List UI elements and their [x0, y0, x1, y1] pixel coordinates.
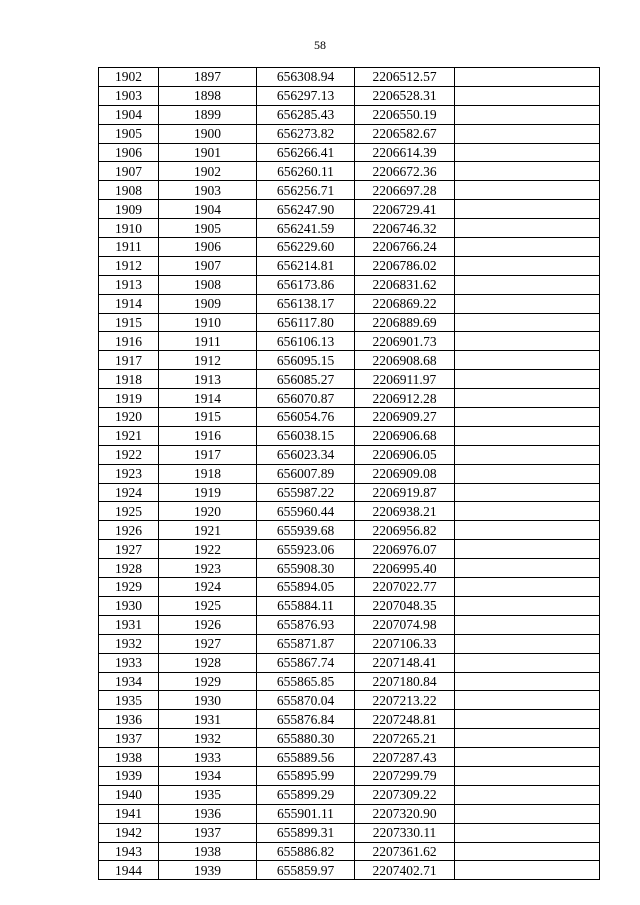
point-number-cell: 1908 — [99, 181, 159, 200]
x-coordinate-cell: 656297.13 — [257, 86, 355, 105]
y-coordinate-cell: 2206528.31 — [355, 86, 455, 105]
x-coordinate-cell: 656229.60 — [257, 238, 355, 257]
note-cell — [455, 332, 600, 351]
previous-number-cell: 1930 — [159, 691, 257, 710]
table-row — [99, 823, 600, 842]
previous-number-cell: 1932 — [159, 729, 257, 748]
point-number-cell: 1902 — [99, 68, 159, 87]
point-number-cell: 1903 — [99, 86, 159, 105]
table-row — [99, 502, 600, 521]
previous-number-cell: 1907 — [159, 256, 257, 275]
table-row — [99, 842, 600, 861]
previous-number-cell: 1939 — [159, 861, 257, 880]
y-coordinate-cell: 2206746.32 — [355, 219, 455, 238]
point-number-cell: 1931 — [99, 615, 159, 634]
y-coordinate-cell: 2206938.21 — [355, 502, 455, 521]
previous-number-cell: 1931 — [159, 710, 257, 729]
y-coordinate-cell: 2206766.24 — [355, 238, 455, 257]
previous-number-cell: 1900 — [159, 124, 257, 143]
y-coordinate-cell: 2207299.79 — [355, 766, 455, 785]
previous-number-cell: 1935 — [159, 785, 257, 804]
point-number-cell: 1906 — [99, 143, 159, 162]
previous-number-cell: 1920 — [159, 502, 257, 521]
point-number-cell: 1943 — [99, 842, 159, 861]
note-cell — [455, 200, 600, 219]
previous-number-cell: 1919 — [159, 483, 257, 502]
note-cell — [455, 143, 600, 162]
y-coordinate-cell: 2206831.62 — [355, 275, 455, 294]
x-coordinate-cell: 655894.05 — [257, 578, 355, 597]
x-coordinate-cell: 656138.17 — [257, 294, 355, 313]
y-coordinate-cell: 2206672.36 — [355, 162, 455, 181]
table-row — [99, 710, 600, 729]
x-coordinate-cell: 655880.30 — [257, 729, 355, 748]
previous-number-cell: 1938 — [159, 842, 257, 861]
note-cell — [455, 540, 600, 559]
point-number-cell: 1932 — [99, 634, 159, 653]
y-coordinate-cell: 2206729.41 — [355, 200, 455, 219]
y-coordinate-cell: 2206614.39 — [355, 143, 455, 162]
x-coordinate-cell: 655870.04 — [257, 691, 355, 710]
note-cell — [455, 275, 600, 294]
table-row — [99, 748, 600, 767]
y-coordinate-cell: 2207361.62 — [355, 842, 455, 861]
x-coordinate-cell: 655886.82 — [257, 842, 355, 861]
note-cell — [455, 162, 600, 181]
x-coordinate-cell: 655889.56 — [257, 748, 355, 767]
table-row — [99, 105, 600, 124]
previous-number-cell: 1905 — [159, 219, 257, 238]
point-number-cell: 1937 — [99, 729, 159, 748]
table-row — [99, 219, 600, 238]
previous-number-cell: 1934 — [159, 766, 257, 785]
table-row — [99, 275, 600, 294]
x-coordinate-cell: 656285.43 — [257, 105, 355, 124]
y-coordinate-cell: 2207265.21 — [355, 729, 455, 748]
previous-number-cell: 1915 — [159, 408, 257, 427]
table-row — [99, 653, 600, 672]
x-coordinate-cell: 656023.34 — [257, 445, 355, 464]
table-row — [99, 861, 600, 880]
note-cell — [455, 766, 600, 785]
x-coordinate-cell: 655876.93 — [257, 615, 355, 634]
x-coordinate-cell: 656054.76 — [257, 408, 355, 427]
table-row — [99, 238, 600, 257]
note-cell — [455, 842, 600, 861]
x-coordinate-cell: 656117.80 — [257, 313, 355, 332]
x-coordinate-cell: 655895.99 — [257, 766, 355, 785]
x-coordinate-cell: 655908.30 — [257, 559, 355, 578]
table-row — [99, 464, 600, 483]
table-row — [99, 426, 600, 445]
point-number-cell: 1940 — [99, 785, 159, 804]
table-row — [99, 351, 600, 370]
x-coordinate-cell: 656173.86 — [257, 275, 355, 294]
previous-number-cell: 1908 — [159, 275, 257, 294]
point-number-cell: 1923 — [99, 464, 159, 483]
x-coordinate-cell: 656308.94 — [257, 68, 355, 87]
previous-number-cell: 1913 — [159, 370, 257, 389]
previous-number-cell: 1912 — [159, 351, 257, 370]
page-number: 58 — [314, 38, 326, 52]
table-row — [99, 68, 600, 87]
note-cell — [455, 124, 600, 143]
y-coordinate-cell: 2206956.82 — [355, 521, 455, 540]
y-coordinate-cell: 2206512.57 — [355, 68, 455, 87]
note-cell — [455, 370, 600, 389]
table-row — [99, 785, 600, 804]
point-number-cell: 1916 — [99, 332, 159, 351]
table-row — [99, 578, 600, 597]
point-number-cell: 1905 — [99, 124, 159, 143]
note-cell — [455, 823, 600, 842]
y-coordinate-cell: 2206908.68 — [355, 351, 455, 370]
previous-number-cell: 1911 — [159, 332, 257, 351]
table-row — [99, 370, 600, 389]
note-cell — [455, 219, 600, 238]
note-cell — [455, 389, 600, 408]
table-row — [99, 143, 600, 162]
point-number-cell: 1915 — [99, 313, 159, 332]
y-coordinate-cell: 2206889.69 — [355, 313, 455, 332]
x-coordinate-cell: 656256.71 — [257, 181, 355, 200]
note-cell — [455, 710, 600, 729]
x-coordinate-cell: 655901.11 — [257, 804, 355, 823]
point-number-cell: 1936 — [99, 710, 159, 729]
table-row — [99, 200, 600, 219]
previous-number-cell: 1928 — [159, 653, 257, 672]
note-cell — [455, 408, 600, 427]
y-coordinate-cell: 2206697.28 — [355, 181, 455, 200]
x-coordinate-cell: 656241.59 — [257, 219, 355, 238]
table-row — [99, 559, 600, 578]
x-coordinate-cell: 655871.87 — [257, 634, 355, 653]
note-cell — [455, 464, 600, 483]
note-cell — [455, 105, 600, 124]
y-coordinate-cell: 2206906.68 — [355, 426, 455, 445]
x-coordinate-cell: 656007.89 — [257, 464, 355, 483]
previous-number-cell: 1926 — [159, 615, 257, 634]
point-number-cell: 1934 — [99, 672, 159, 691]
point-number-cell: 1918 — [99, 370, 159, 389]
x-coordinate-cell: 656095.15 — [257, 351, 355, 370]
y-coordinate-cell: 2206550.19 — [355, 105, 455, 124]
x-coordinate-cell: 656247.90 — [257, 200, 355, 219]
note-cell — [455, 634, 600, 653]
note-cell — [455, 313, 600, 332]
table-row — [99, 445, 600, 464]
previous-number-cell: 1902 — [159, 162, 257, 181]
point-number-cell: 1929 — [99, 578, 159, 597]
x-coordinate-cell: 655865.85 — [257, 672, 355, 691]
note-cell — [455, 729, 600, 748]
y-coordinate-cell: 2207213.22 — [355, 691, 455, 710]
table-row — [99, 615, 600, 634]
note-cell — [455, 483, 600, 502]
point-number-cell: 1912 — [99, 256, 159, 275]
y-coordinate-cell: 2206912.28 — [355, 389, 455, 408]
table-row — [99, 256, 600, 275]
table-row — [99, 181, 600, 200]
y-coordinate-cell: 2206582.67 — [355, 124, 455, 143]
x-coordinate-cell: 655923.06 — [257, 540, 355, 559]
y-coordinate-cell: 2207180.84 — [355, 672, 455, 691]
point-number-cell: 1942 — [99, 823, 159, 842]
table-row — [99, 804, 600, 823]
table-row — [99, 634, 600, 653]
point-number-cell: 1935 — [99, 691, 159, 710]
y-coordinate-cell: 2206909.27 — [355, 408, 455, 427]
previous-number-cell: 1923 — [159, 559, 257, 578]
point-number-cell: 1919 — [99, 389, 159, 408]
point-number-cell: 1910 — [99, 219, 159, 238]
table-row — [99, 766, 600, 785]
note-cell — [455, 351, 600, 370]
table-row — [99, 86, 600, 105]
x-coordinate-cell: 656273.82 — [257, 124, 355, 143]
previous-number-cell: 1901 — [159, 143, 257, 162]
note-cell — [455, 68, 600, 87]
point-number-cell: 1930 — [99, 596, 159, 615]
note-cell — [455, 445, 600, 464]
x-coordinate-cell: 655859.97 — [257, 861, 355, 880]
table-row — [99, 408, 600, 427]
x-coordinate-cell: 655867.74 — [257, 653, 355, 672]
y-coordinate-cell: 2207148.41 — [355, 653, 455, 672]
note-cell — [455, 861, 600, 880]
note-cell — [455, 238, 600, 257]
y-coordinate-cell: 2207248.81 — [355, 710, 455, 729]
table-row — [99, 389, 600, 408]
note-cell — [455, 559, 600, 578]
x-coordinate-cell: 656106.13 — [257, 332, 355, 351]
note-cell — [455, 596, 600, 615]
x-coordinate-cell: 655987.22 — [257, 483, 355, 502]
point-number-cell: 1941 — [99, 804, 159, 823]
previous-number-cell: 1899 — [159, 105, 257, 124]
x-coordinate-cell: 656266.41 — [257, 143, 355, 162]
x-coordinate-cell: 656214.81 — [257, 256, 355, 275]
previous-number-cell: 1925 — [159, 596, 257, 615]
table-row — [99, 162, 600, 181]
y-coordinate-cell: 2207106.33 — [355, 634, 455, 653]
y-coordinate-cell: 2206919.87 — [355, 483, 455, 502]
previous-number-cell: 1910 — [159, 313, 257, 332]
table-row — [99, 294, 600, 313]
y-coordinate-cell: 2206869.22 — [355, 294, 455, 313]
table-row — [99, 483, 600, 502]
note-cell — [455, 181, 600, 200]
x-coordinate-cell: 655876.84 — [257, 710, 355, 729]
note-cell — [455, 615, 600, 634]
table-row — [99, 691, 600, 710]
previous-number-cell: 1916 — [159, 426, 257, 445]
y-coordinate-cell: 2206976.07 — [355, 540, 455, 559]
note-cell — [455, 86, 600, 105]
x-coordinate-cell: 655884.11 — [257, 596, 355, 615]
x-coordinate-cell: 655899.29 — [257, 785, 355, 804]
note-cell — [455, 578, 600, 597]
previous-number-cell: 1922 — [159, 540, 257, 559]
y-coordinate-cell: 2207309.22 — [355, 785, 455, 804]
table-row — [99, 332, 600, 351]
previous-number-cell: 1897 — [159, 68, 257, 87]
note-cell — [455, 426, 600, 445]
x-coordinate-cell: 655899.31 — [257, 823, 355, 842]
point-number-cell: 1914 — [99, 294, 159, 313]
x-coordinate-cell: 656260.11 — [257, 162, 355, 181]
y-coordinate-cell: 2207287.43 — [355, 748, 455, 767]
point-number-cell: 1924 — [99, 483, 159, 502]
previous-number-cell: 1917 — [159, 445, 257, 464]
point-number-cell: 1920 — [99, 408, 159, 427]
table-row — [99, 672, 600, 691]
table-row — [99, 729, 600, 748]
point-number-cell: 1933 — [99, 653, 159, 672]
note-cell — [455, 804, 600, 823]
note-cell — [455, 294, 600, 313]
previous-number-cell: 1904 — [159, 200, 257, 219]
x-coordinate-cell: 656038.15 — [257, 426, 355, 445]
note-cell — [455, 521, 600, 540]
table-row — [99, 596, 600, 615]
point-number-cell: 1938 — [99, 748, 159, 767]
x-coordinate-cell: 655960.44 — [257, 502, 355, 521]
note-cell — [455, 502, 600, 521]
y-coordinate-cell: 2207022.77 — [355, 578, 455, 597]
point-number-cell: 1922 — [99, 445, 159, 464]
note-cell — [455, 785, 600, 804]
previous-number-cell: 1937 — [159, 823, 257, 842]
point-number-cell: 1904 — [99, 105, 159, 124]
y-coordinate-cell: 2207074.98 — [355, 615, 455, 634]
y-coordinate-cell: 2206995.40 — [355, 559, 455, 578]
y-coordinate-cell: 2207320.90 — [355, 804, 455, 823]
previous-number-cell: 1918 — [159, 464, 257, 483]
point-number-cell: 1909 — [99, 200, 159, 219]
y-coordinate-cell: 2207048.35 — [355, 596, 455, 615]
note-cell — [455, 748, 600, 767]
note-cell — [455, 256, 600, 275]
table-row — [99, 521, 600, 540]
y-coordinate-cell: 2206906.05 — [355, 445, 455, 464]
previous-number-cell: 1927 — [159, 634, 257, 653]
y-coordinate-cell: 2206901.73 — [355, 332, 455, 351]
previous-number-cell: 1914 — [159, 389, 257, 408]
x-coordinate-cell: 656085.27 — [257, 370, 355, 389]
y-coordinate-cell: 2207402.71 — [355, 861, 455, 880]
x-coordinate-cell: 655939.68 — [257, 521, 355, 540]
table-row — [99, 313, 600, 332]
point-number-cell: 1917 — [99, 351, 159, 370]
note-cell — [455, 691, 600, 710]
y-coordinate-cell: 2206786.02 — [355, 256, 455, 275]
point-number-cell: 1944 — [99, 861, 159, 880]
previous-number-cell: 1921 — [159, 521, 257, 540]
y-coordinate-cell: 2206909.08 — [355, 464, 455, 483]
y-coordinate-cell: 2207330.11 — [355, 823, 455, 842]
previous-number-cell: 1924 — [159, 578, 257, 597]
previous-number-cell: 1906 — [159, 238, 257, 257]
previous-number-cell: 1909 — [159, 294, 257, 313]
point-number-cell: 1925 — [99, 502, 159, 521]
point-number-cell: 1926 — [99, 521, 159, 540]
point-number-cell: 1907 — [99, 162, 159, 181]
previous-number-cell: 1898 — [159, 86, 257, 105]
coordinates-table — [98, 67, 600, 880]
previous-number-cell: 1933 — [159, 748, 257, 767]
coordinates-table-body — [99, 68, 600, 880]
point-number-cell: 1921 — [99, 426, 159, 445]
table-row — [99, 124, 600, 143]
point-number-cell: 1928 — [99, 559, 159, 578]
previous-number-cell: 1936 — [159, 804, 257, 823]
x-coordinate-cell: 656070.87 — [257, 389, 355, 408]
point-number-cell: 1911 — [99, 238, 159, 257]
note-cell — [455, 653, 600, 672]
note-cell — [455, 672, 600, 691]
y-coordinate-cell: 2206911.97 — [355, 370, 455, 389]
point-number-cell: 1913 — [99, 275, 159, 294]
table-row — [99, 540, 600, 559]
point-number-cell: 1927 — [99, 540, 159, 559]
point-number-cell: 1939 — [99, 766, 159, 785]
previous-number-cell: 1903 — [159, 181, 257, 200]
previous-number-cell: 1929 — [159, 672, 257, 691]
